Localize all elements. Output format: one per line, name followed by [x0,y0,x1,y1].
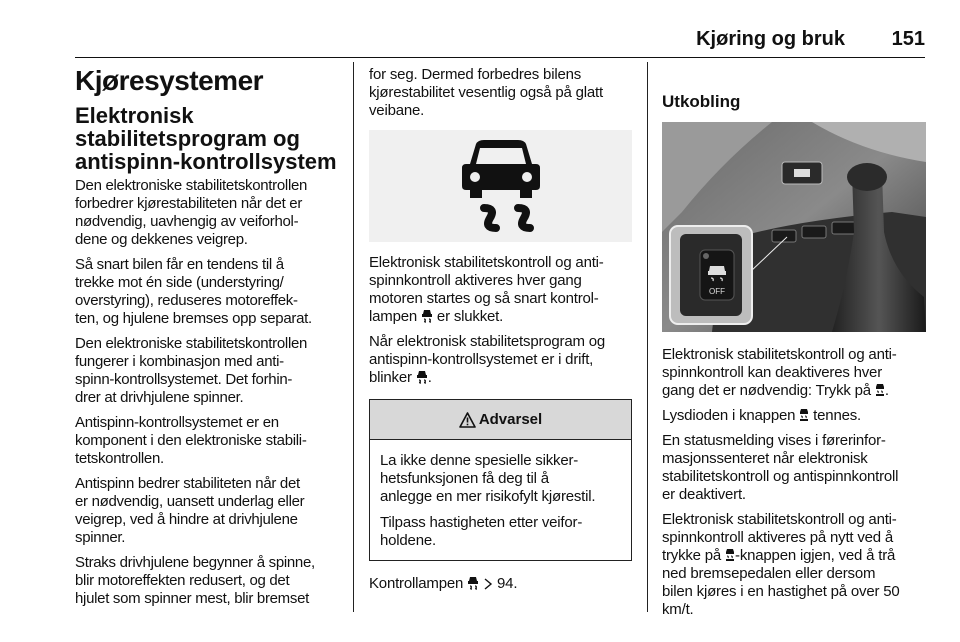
text-line: -knappen igjen, ved å trå [735,547,896,564]
text-line: blir motoreffekten redusert, og det [75,572,290,589]
paragraph [75,554,345,608]
subsection-title [75,104,345,173]
running-title: Kjøring og bruk [696,28,845,50]
cross-reference [369,575,632,593]
paragraph [369,66,632,120]
esc-off-button-icon [875,383,885,397]
text-line: lampen [369,308,421,325]
console-illustration [662,122,926,332]
paragraph [380,452,621,506]
dashboard-photo [662,122,926,332]
text-line: Den elektroniske stabilitetskontrollen [75,177,308,194]
text-line: Elektronisk stabilitetskontroll og anti- [662,346,897,363]
text-line: er deaktivert. [662,486,746,503]
text-line: Elektronisk stabilitetskontroll og anti- [369,254,604,271]
text-line: gang det er nødvendig: Trykk på [662,382,875,399]
esc-skid-car-icon [467,576,479,590]
warning-header [370,400,631,440]
text-line: Tilpass hastigheten etter veifor- [380,514,583,531]
text-line: overstyring), reduseres motoreffek- [75,292,298,309]
text-line: holdene. [380,532,436,549]
column-1 [75,62,345,615]
paragraph [75,414,345,468]
column-2 [369,62,632,600]
text-line: Så snart bilen får en tendens til å [75,256,284,273]
paragraph [75,256,345,328]
subsection-title-line: Elektronisk [75,103,194,128]
text-line: . [427,369,432,386]
text-line: veibane. [369,102,425,119]
text-line: Elektronisk stabilitetskontroll og anti- [662,511,897,528]
text-line: tennes. [809,407,861,424]
text-line: km/t. [662,601,694,618]
text-line: spinn-kontrollsystemet. Det forhin- [75,371,293,388]
text-line: trykke på [662,547,726,564]
text-line: forbedrer kjørestabiliteten når det er [75,195,303,212]
text-line: tetskontrollen. [75,450,164,467]
esc-off-button-icon [725,548,735,562]
section-heading: Utkobling [662,92,741,111]
esc-lamp-illustration [369,130,632,242]
esc-off-button-icon [799,408,809,422]
text-line: nødvendig, uavhengig av veiforhol- [75,213,299,230]
paragraph [75,475,345,547]
text-line: Antispinn bedrer stabiliteten når det [75,475,300,492]
warning-box [369,399,632,561]
text-line: er nødvendig, uansett underlag eller [75,493,305,510]
text-line: antispinn-kontrollsystemet er i drift, [369,351,594,368]
warning-body [370,440,631,560]
paragraph [380,514,621,550]
text-line: spinnkontroll aktiveres hver gang [369,272,582,289]
column-3 [662,62,926,626]
page-number: 151 [891,28,925,50]
esc-skid-car-icon [416,370,428,384]
text-line: Kontrollampen [369,575,468,592]
column-divider-2 [647,62,648,612]
column-divider-1 [353,62,354,612]
paragraph [369,333,632,387]
header-rule [75,57,925,59]
text-line: anlegge en mer risikofylt kjørestil. [380,488,596,505]
text-line: motoren startes og så snart kontrol- [369,290,599,307]
text-line: trekke mot én side (understyring/ [75,274,284,291]
esc-off-button-label: OFF [709,287,725,296]
paragraph [369,254,632,326]
text-line: bilen kjøres i en hastighet på over 50 [662,583,900,600]
text-line: blinker [369,369,416,386]
reference-arrow-icon[interactable] [483,578,493,590]
text-line: spinnkontroll kan deaktiveres hver [662,364,882,381]
text-line: Lysdioden i knappen [662,407,800,424]
text-line: ned bremsepedalen eller dersom [662,565,876,582]
text-line: hetsfunksjonen få deg til å [380,470,549,487]
text-line: hjulet som spinner mest, blir bremset [75,590,309,607]
paragraph [662,511,926,619]
text-line: masjonssenteret når elektronisk [662,450,868,467]
text-line: for seg. Dermed forbedres bilens [369,66,582,83]
page-reference[interactable]: 94. [493,575,518,592]
paragraph [662,407,926,425]
text-line: dene og dekkenes veigrep. [75,231,248,248]
text-line: Den elektroniske stabilitetskontrollen [75,335,308,352]
text-line: veigrep, ved å hindre at drivhjulene [75,511,298,528]
text-line: Straks drivhjulene begynner å spinne, [75,554,315,571]
text-line: . [884,382,889,399]
warning-title: Advarsel [478,411,543,428]
text-line: En statusmelding vises i førerinfor- [662,432,886,449]
section-title: Kjøresystemer [75,65,264,96]
paragraph [75,177,345,249]
paragraph [662,432,926,504]
text-line: spinner. [75,529,126,546]
text-line: Når elektronisk stabilitetsprogram og [369,333,606,350]
page-header [75,24,925,58]
text-line: komponent i den elektroniske stabili- [75,432,307,449]
text-line: er slukket. [432,308,504,325]
subsection-title-line: stabilitetsprogram og [75,126,300,151]
text-line: Antispinn-kontrollsystemet er en [75,414,279,431]
text-line: stabilitetskontroll og antispinnkontroll [662,468,899,485]
text-line: ten, og hjulene bremses opp separat. [75,310,312,327]
text-line: spinnkontroll aktiveres på nytt ved å [662,529,894,546]
paragraph [75,335,345,407]
text-line: La ikke denne spesielle sikker- [380,452,579,469]
esc-skid-car-icon [421,309,433,323]
text-line: kjørestabilitet vesentlig også på glatt [369,84,603,101]
paragraph [662,346,926,400]
text-line: drer at drivhjulene spinner. [75,389,244,406]
warning-triangle-icon [459,412,476,428]
subsection-title-line: antispinn-kontrollsystem [75,149,337,174]
text-line: fungerer i kombinasjon med anti- [75,353,284,370]
esc-skid-car-icon [456,138,546,234]
